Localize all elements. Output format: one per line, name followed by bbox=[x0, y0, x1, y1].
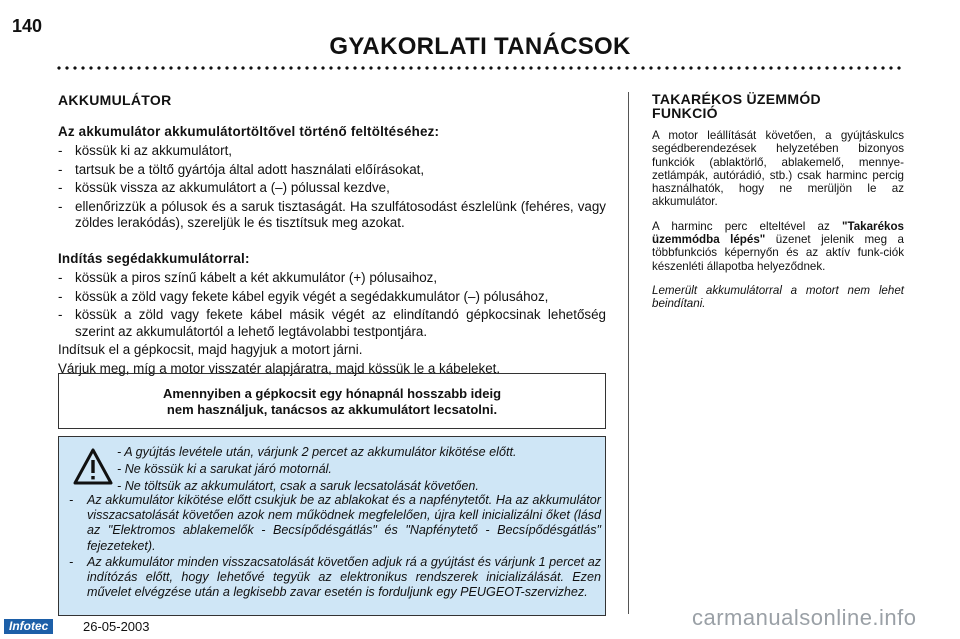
watermark: carmanualsonline.info bbox=[692, 605, 917, 630]
notice-line: Amennyiben a gépkocsit egy hónapnál hosszabb ideig bbox=[162, 386, 502, 401]
page-title: GYAKORLATI TANÁCSOK bbox=[329, 33, 631, 60]
start-instruction: Indítsuk el a gépkocsit, majd hagyjuk a motort járni. bbox=[58, 342, 363, 357]
economy-paragraph: A motor leállítását követően, a gyújtáskulcs segédberendezések helyzetében bizonyos funkciók (ablaktörlő, ablakemelő, mennye-zetlámpák, autórádió, stb.) csak harminc percig használhatók, hogy ne merüljön le az akkumulátor. bbox=[652, 129, 904, 209]
battery-heading: AKKUMULÁTOR bbox=[58, 92, 172, 108]
dotted-divider bbox=[55, 66, 905, 70]
infotec-logo: Infotec bbox=[4, 619, 53, 634]
charging-steps bbox=[58, 143, 606, 232]
warning-box bbox=[58, 436, 606, 616]
list-item: - kössük a zöld vagy fekete kábel egyik végét a segédakkumulátor (–) pólusához, bbox=[58, 288, 549, 304]
warning-triangle-icon bbox=[73, 447, 113, 487]
storage-notice-box bbox=[58, 373, 606, 429]
footer-date: 26-05-2003 bbox=[83, 619, 150, 634]
economy-note: Lemerült akkumulátorral a motort nem lehet beindítani. bbox=[652, 283, 904, 311]
list-item: - kössük ki az akkumulátort, bbox=[58, 143, 233, 158]
warning-line: - A gyújtás levétele után, várjunk 2 percet az akkumulátor kikötése előtt. bbox=[117, 445, 517, 459]
warning-items bbox=[69, 493, 601, 601]
list-item: - Az akkumulátor kikötése előtt csukjuk be az ablakokat és a napfénytetőt. Ha az akkumulátor visszacsatolását követően azok nem működnek megfelelően, újra kell inicializálni őket (lásd az "Elektromos ablakemelők - Becsípődésgátlás" és "Napfénytető - Becsípődésgátlás" fejezeteket). bbox=[69, 493, 601, 553]
jumpstart-steps bbox=[58, 270, 606, 340]
warning-top-lines bbox=[117, 445, 601, 497]
page-number: 140 bbox=[12, 16, 43, 36]
charging-heading: Az akkumulátor akkumulátortöltővel történő feltöltéséhez: bbox=[58, 123, 440, 139]
list-item: - tartsuk be a töltő gyártója által adott használati előírásokat, bbox=[58, 161, 425, 177]
disconnect-instruction: Várjuk meg, míg a motor visszatér alapjáratra, majd kössük le a kábeleket. bbox=[58, 360, 501, 376]
economy-mode-section bbox=[652, 92, 904, 322]
notice-line: nem használjuk, tanácsos az akkumulátort lecsatolni. bbox=[166, 402, 498, 417]
economy-paragraph: A harminc perc elteltével az "Takarékos üzemmódba lépés" üzenet jelenik meg a többfunkciós képernyőn és az aktív funk-ciók készenléti állapotba helyeződnek. bbox=[652, 219, 904, 273]
jumpstart-heading: Indítás segédakkumulátorral: bbox=[58, 250, 250, 266]
column-divider bbox=[628, 92, 629, 614]
warning-line: - Ne töltsük az akkumulátort, csak a saruk lecsatolását követően. bbox=[117, 479, 479, 494]
battery-section bbox=[58, 92, 606, 379]
list-item: - kössük a zöld vagy fekete kábel másik végét az elindítandó gépkocsinak lehetőség szerint az akkumulátortól a lehető legtávolabbi testpontjára. bbox=[58, 307, 606, 339]
list-item: - Az akkumulátor minden visszacsatolását követően adjuk rá a gyújtást és várjunk 1 percet az indítózás előtt, hogy lehetővé tegyük az elektronikus rendszerek inicializálását. Ezen művelet elvégzése után a legkisebb zavar esetén is forduljunk egy PEUGEOT-szervizhez. bbox=[69, 554, 601, 600]
list-item: - kössük a piros színű kábelt a két akkumulátor (+) pólusaihoz, bbox=[58, 270, 438, 285]
warning-line: - Ne kössük ki a sarukat járó motornál. bbox=[117, 462, 332, 477]
list-item: - kössük vissza az akkumulátort a (–) pólussal kezdve, bbox=[58, 180, 390, 195]
list-item: - ellenőrizzük a pólusok és a saruk tisztaságát. Ha szulfátosodást észlelünk (fehéres, vagy zöldes lerakódás), szereljük le és tisztítsuk meg azokat. bbox=[58, 198, 606, 230]
economy-heading: TAKARÉKOS ÜZEMMÓD FUNKCIÓ bbox=[652, 91, 821, 121]
